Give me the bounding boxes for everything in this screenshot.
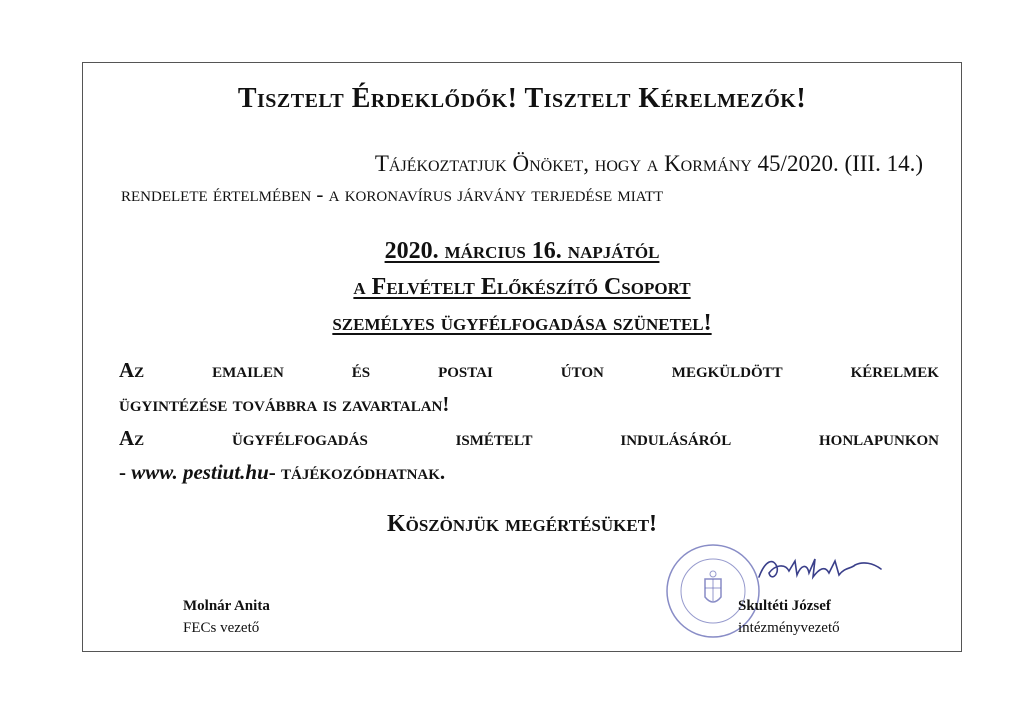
body-line-3 bbox=[119, 421, 939, 455]
signature-block-left bbox=[183, 595, 270, 639]
notice-frame bbox=[82, 62, 962, 652]
body-line-1 bbox=[119, 353, 939, 387]
notice-line-1: 2020. március 16. napjától bbox=[384, 238, 660, 264]
body-line-2: ügyintézése továbbra is zavartalan! bbox=[119, 392, 450, 416]
word: emailen bbox=[212, 358, 284, 382]
intro-line-1: Tájékoztatjuk Önöket, hogy a Kormány 45/2020. (III. 14.) bbox=[374, 151, 923, 176]
word: Az bbox=[119, 426, 145, 450]
word: kérelmek bbox=[850, 358, 939, 382]
thanks-line: Köszönjük megértésüket! bbox=[386, 511, 658, 537]
word: úton bbox=[560, 358, 604, 382]
word: indulásáról bbox=[620, 426, 732, 450]
word: Az bbox=[119, 358, 145, 382]
word: ismételt bbox=[455, 426, 533, 450]
word: és bbox=[351, 358, 371, 382]
heading: Tisztelt Érdeklődők! Tisztelt Kérelmezők! bbox=[237, 83, 807, 114]
intro-line-2: rendelete értelmében - a koronavírus járvány terjedése miatt bbox=[121, 182, 664, 206]
signer-name-right: Skultéti József bbox=[738, 598, 831, 614]
word: megküldött bbox=[671, 358, 783, 382]
body-line-4-rest: - tájékozódhatnak. bbox=[268, 460, 446, 484]
word: honlapunkon bbox=[819, 426, 939, 450]
word: postai bbox=[438, 358, 493, 382]
handwritten-signature bbox=[755, 551, 885, 591]
signature-block-right bbox=[738, 595, 840, 639]
notice-line-2: a Felvételt Előkészítő Csoport bbox=[353, 274, 691, 300]
signer-title-left: FECs vezető bbox=[183, 620, 260, 636]
signer-title-right: intézményvezető bbox=[738, 620, 840, 636]
notice-line-3: személyes ügyfélfogadása szünetel! bbox=[332, 310, 712, 336]
body-line-4 bbox=[119, 455, 939, 489]
website-link[interactable]: www. pestiut.hu bbox=[131, 460, 269, 484]
word: ügyfélfogadás bbox=[231, 426, 368, 450]
dash-prefix: - bbox=[119, 460, 132, 484]
signer-name-left: Molnár Anita bbox=[183, 598, 270, 614]
intro-paragraph bbox=[121, 149, 923, 209]
info-paragraph bbox=[119, 353, 939, 489]
closure-notice bbox=[83, 233, 961, 341]
